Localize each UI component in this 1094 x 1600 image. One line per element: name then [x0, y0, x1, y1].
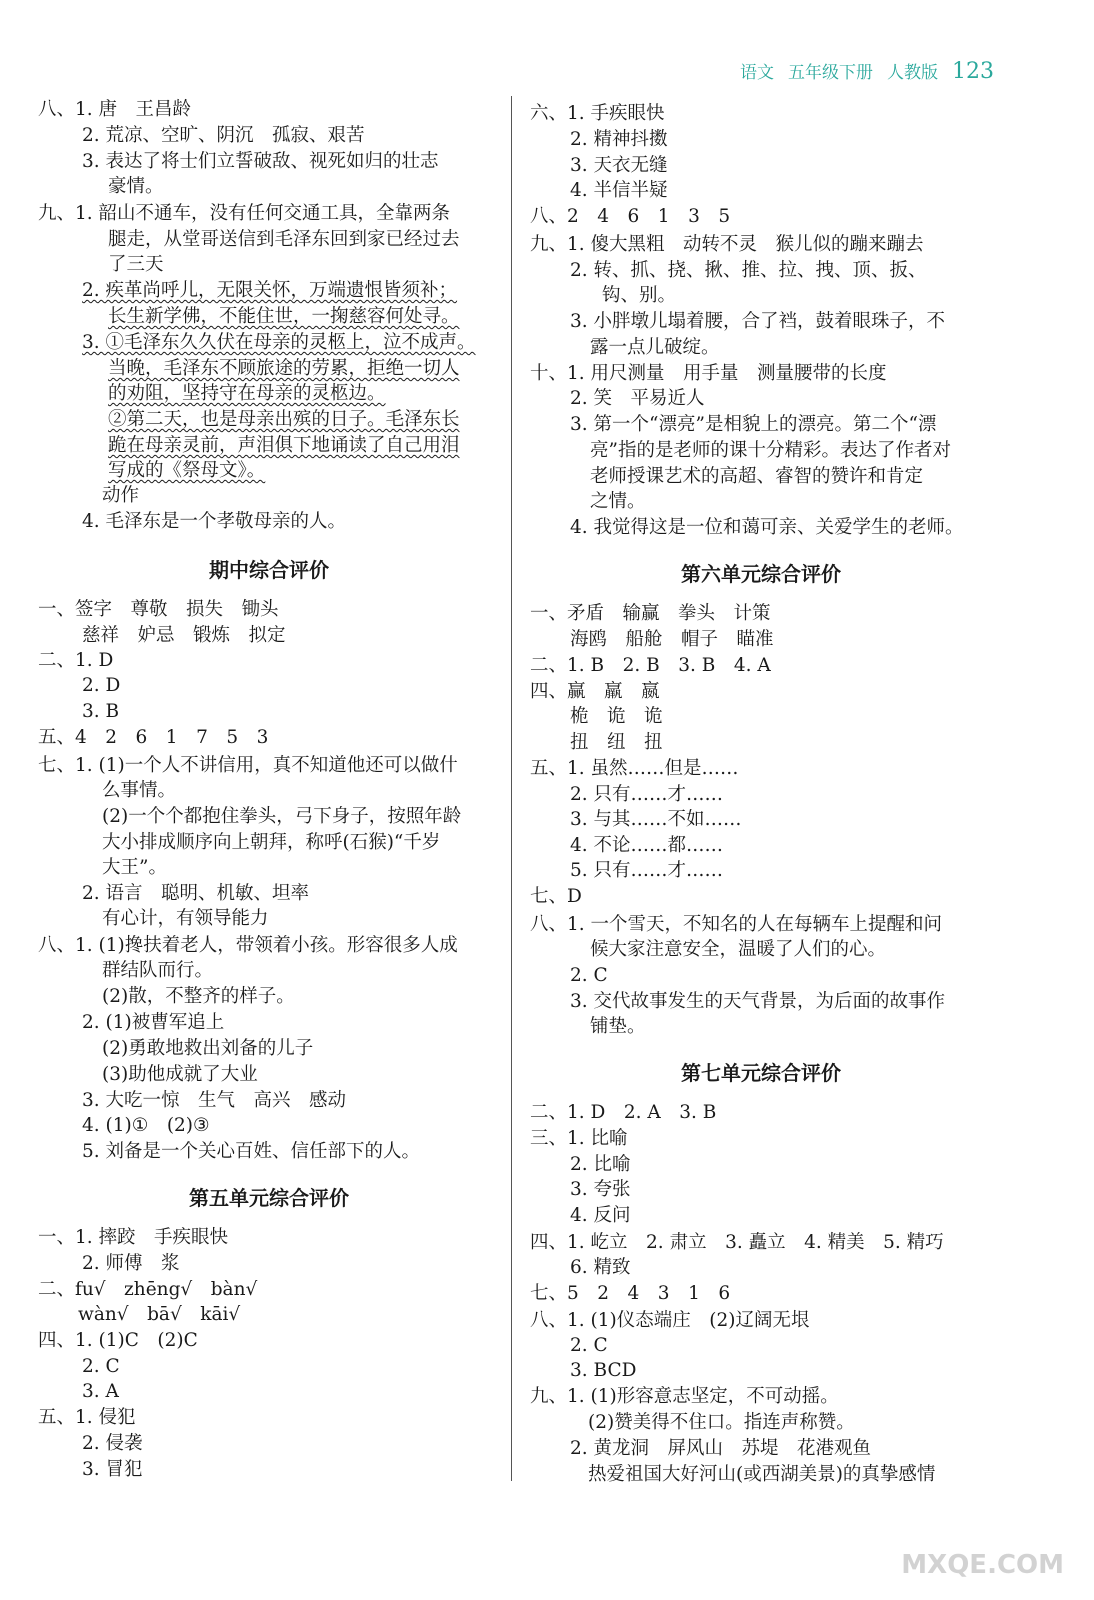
answer-line: 二、1. D	[38, 650, 114, 671]
answer-line: 2. C	[570, 1335, 608, 1356]
answer-line: 五、4 2 6 1 7 5 3	[38, 727, 269, 748]
answer-line: 有心计，有领导能力	[102, 908, 269, 929]
answer-line: (2)勇敢地救出刘备的儿子	[102, 1038, 314, 1059]
answer-line: 一、签字 尊敬 损失 锄头	[38, 599, 279, 620]
answer-line: 九、1. (1)形容意志坚定，不可动摇。	[530, 1386, 839, 1407]
answer-line: 4. (1)① (2)③	[82, 1115, 210, 1136]
answer-line: 3. A	[82, 1381, 119, 1402]
answer-line: 七、5 2 4 3 1 6	[530, 1283, 731, 1304]
answer-line: 八、1. 唐 王昌龄	[38, 99, 192, 120]
answer-line: 七、1. (1)一个人不讲信用，真不知道他还可以做什	[38, 755, 458, 776]
answer-line: 的劝阻，坚持守在母亲的灵柩边。	[108, 383, 386, 404]
answer-line: 2. C	[82, 1356, 120, 1377]
header-grade: 五年级下册	[788, 63, 873, 83]
answer-line: 2. C	[570, 965, 608, 986]
answer-line: 八、1. (1)搀扶着老人，带领着小孩。形容很多人成	[38, 935, 458, 956]
answer-line: 3. 天衣无缝	[570, 155, 668, 176]
answer-line: 九、1. 傻大黑粗 动转不灵 猴儿似的蹦来蹦去	[530, 234, 924, 255]
answer-line: 3. 夸张	[570, 1179, 631, 1200]
answer-line: 2. D	[82, 675, 121, 696]
answer-line: ②第二天，也是母亲出殡的日子。毛泽东长	[108, 409, 460, 430]
answer-line: 之情。	[590, 491, 646, 512]
answer-line: 五、1. 虽然……但是……	[530, 758, 739, 779]
answer-line: 么事情。	[102, 780, 177, 801]
section-title: 第五单元综合评价	[189, 1186, 349, 1210]
answer-line: 5. 只有……才……	[570, 860, 724, 881]
answer-line: 四、赢 羸 嬴	[530, 681, 660, 702]
answer-line: 慈祥 妒忌 锻炼 拟定	[82, 625, 286, 646]
answer-line: 写成的《祭母文》。	[108, 460, 266, 481]
answer-line: 八、2 4 6 1 3 5	[530, 206, 731, 227]
answer-line: wàn√ bā√ kāi√	[78, 1304, 241, 1325]
answer-line: 十、1. 用尺测量 用手量 测量腰带的长度	[530, 363, 887, 384]
answer-line: 4. 我觉得这是一位和蔼可亲、关爱学生的老师。	[570, 517, 964, 538]
answer-line: 四、1. (1)C (2)C	[38, 1330, 198, 1351]
section-title: 第七单元综合评价	[681, 1061, 841, 1085]
answer-line: 五、1. 侵犯	[38, 1407, 136, 1428]
answer-line: 2. 师傅 浆	[82, 1253, 180, 1274]
answer-line: 3. B	[82, 701, 120, 722]
answer-line: 扭 纽 扭	[570, 732, 663, 753]
answer-line: 4. 半信半疑	[570, 180, 668, 201]
section-title: 期中综合评价	[209, 558, 329, 582]
answer-line: 候大家注意安全，温暖了人们的心。	[590, 939, 887, 960]
answer-line: 六、1. 手疾眼快	[530, 103, 665, 124]
page-header	[740, 58, 994, 84]
answer-line: 3. 小胖墩儿塌着腰，合了裆，鼓着眼珠子，不	[570, 311, 946, 332]
answer-line: 长生新学佛，不能住世，一掬慈容何处寻。	[108, 306, 460, 327]
answer-line: (2)散，不整齐的样子。	[102, 986, 295, 1007]
answer-line: 七、D	[530, 886, 582, 907]
answer-line: 2. 语言 聪明、机敏、坦率	[82, 883, 310, 904]
section-title: 第六单元综合评价	[681, 562, 841, 586]
answer-line: (3)助他成就了大业	[102, 1064, 258, 1085]
answer-line: 2. 只有……才……	[570, 784, 724, 805]
answer-line: 二、1. D 2. A 3. B	[530, 1102, 717, 1123]
header-subject: 语文	[740, 63, 774, 83]
answer-line: 2. 比喻	[570, 1154, 631, 1175]
page-number: 123	[952, 59, 994, 84]
answer-line: 4. 不论……都……	[570, 835, 724, 856]
watermark: MXQE.COM	[901, 1550, 1064, 1580]
answer-line: 八、1. 一个雪天，不知名的人在每辆车上提醒和问	[530, 914, 943, 935]
answer-line: 3. 交代故事发生的天气背景，为后面的故事作	[570, 991, 946, 1012]
answer-line: 亮”指的是老师的课十分精彩。表达了作者对	[590, 440, 951, 461]
answer-line: 3. ①毛泽东久久伏在母亲的灵柩上，泣不成声。	[82, 332, 476, 353]
answer-line: 5. 刘备是一个关心百姓、信任部下的人。	[82, 1141, 421, 1162]
answer-line: 三、1. 比喻	[530, 1128, 628, 1149]
answer-line: 了三天	[108, 254, 164, 275]
answer-line: 八、1. (1)仪态端庄 (2)辽阔无垠	[530, 1310, 810, 1331]
answer-line: 动作	[102, 485, 140, 506]
answer-line: 3. 冒犯	[82, 1459, 143, 1480]
answer-line: 一、矛盾 输赢 拳头 计策	[530, 603, 771, 624]
answer-line: 群结队而行。	[102, 960, 214, 981]
answer-line: 豪情。	[108, 176, 164, 197]
answer-line: 露一点儿破绽。	[590, 337, 720, 358]
answer-line: 腿走，从堂哥送信到毛泽东回到家已经过去	[108, 229, 460, 250]
answer-line: 跪在母亲灵前，声泪俱下地诵读了自己用泪	[108, 435, 460, 456]
answer-line: 一、1. 摔跤 手疾眼快	[38, 1227, 229, 1248]
answer-line: 当晚，毛泽东不顾旅途的劳累，拒绝一切人	[108, 358, 460, 379]
answer-line: 2. 黄龙洞 屏风山 苏堤 花港观鱼	[570, 1438, 872, 1459]
answer-line: 大王”。	[102, 857, 167, 878]
answer-line: 2. 精神抖擞	[570, 129, 668, 150]
answer-line: 钩、别。	[602, 285, 677, 306]
answer-line: 3. 大吃一惊 生气 高兴 感动	[82, 1090, 347, 1111]
answer-line: 4. 毛泽东是一个孝敬母亲的人。	[82, 511, 347, 532]
answer-line: 2. 笑 平易近人	[570, 388, 705, 409]
answer-line: 热爱祖国大好河山(或西湖美景)的真挚感情	[588, 1464, 936, 1485]
answer-line: 九、1. 韶山不通车，没有任何交通工具，全靠两条	[38, 203, 451, 224]
column-divider	[511, 96, 512, 1481]
answer-line: 2. 侵袭	[82, 1433, 143, 1454]
answer-line: (2)一个个都抱住拳头，弓下身子，按照年龄	[102, 806, 462, 827]
answer-line: 二、fu√ zhēng√ bàn√	[38, 1279, 258, 1300]
answer-line: 3. 第一个“漂亮”是相貌上的漂亮。第二个“漂	[570, 414, 937, 435]
answer-line: 老师授课艺术的高超、睿智的赞许和肯定	[590, 466, 924, 487]
header-edition: 人教版	[887, 63, 938, 83]
answer-line: 桅 诡 诡	[570, 706, 663, 727]
answer-line: 海鸥 船舱 帽子 瞄准	[570, 629, 774, 650]
answer-line: 4. 反问	[570, 1205, 631, 1226]
answer-line: 四、1. 屹立 2. 肃立 3. 矗立 4. 精美 5. 精巧	[530, 1232, 944, 1253]
answer-line: (2)赞美得不住口。指连声称赞。	[588, 1412, 855, 1433]
answer-line: 铺垫。	[590, 1016, 646, 1037]
answer-line: 2. 转、抓、挠、揪、推、拉、拽、顶、扳、	[570, 260, 927, 281]
answer-line: 6. 精致	[570, 1257, 631, 1278]
answer-line: 3. 与其……不如……	[570, 809, 742, 830]
answer-line: 3. 表达了将士们立誓破敌、视死如归的壮志	[82, 151, 439, 172]
answer-line: 2. 疾革尚呼儿，无限关怀，万端遗恨皆须补；	[82, 280, 458, 301]
answer-line: 2. 荒凉、空旷、阴沉 孤寂、艰苦	[82, 125, 365, 146]
answer-line: 二、1. B 2. B 3. B 4. A	[530, 655, 771, 676]
answer-line: 大小排成顺序向上朝拜，称呼(石猴)“千岁	[102, 832, 441, 853]
answer-line: 2. (1)被曹军追上	[82, 1012, 225, 1033]
answer-line: 3. BCD	[570, 1360, 637, 1381]
